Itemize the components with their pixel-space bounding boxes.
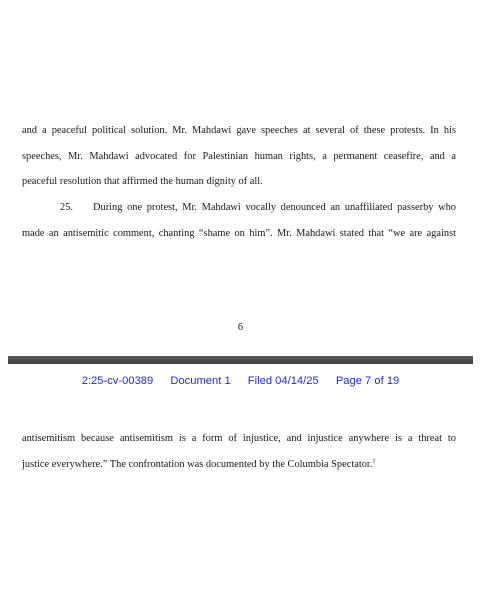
text-line (22, 452, 456, 478)
paragraph-continued-next-page (22, 426, 456, 477)
text-line: peaceful resolution that affirmed the human dignity of all. (22, 176, 263, 187)
text-line: speeches, Mr. Mahdawi advocated for Palestinian human rights, a permanent ceasefire, and a (22, 150, 456, 162)
text-line: and a peaceful political solution. Mr. Mahdawi gave speeches at several of these protests. In his (22, 125, 456, 136)
paragraph-25 (22, 195, 456, 246)
filed-date: Filed 04/14/25 (247, 375, 319, 387)
page-divider (8, 356, 473, 364)
page-number: 6 (237, 322, 244, 333)
text-line: antisemitism because antisemitism is a form of injustice, and injustice anywhere is a threat to (22, 433, 456, 444)
paragraph-first-line-text: During one protest, Mr. Mahdawi vocally denounced an unaffiliated passerby who (93, 202, 456, 213)
case-number: 2:25-cv-00389 (81, 375, 154, 387)
filing-header (0, 375, 481, 387)
text-line: made an antisemitic comment, chanting “shame on him”. Mr. Mahdawi stated that “we are against (22, 227, 456, 239)
footnote-marker[interactable]: 1 (372, 457, 376, 465)
paragraph-continued (22, 118, 456, 195)
page-indicator: Page 7 of 19 (335, 375, 400, 387)
paragraph-number: 25. (60, 202, 73, 213)
document-number: Document 1 (170, 375, 231, 387)
text-line-content: justice everywhere.” The confrontation was documented by the Columbia Spectator. (22, 458, 373, 470)
text-line (22, 195, 456, 221)
